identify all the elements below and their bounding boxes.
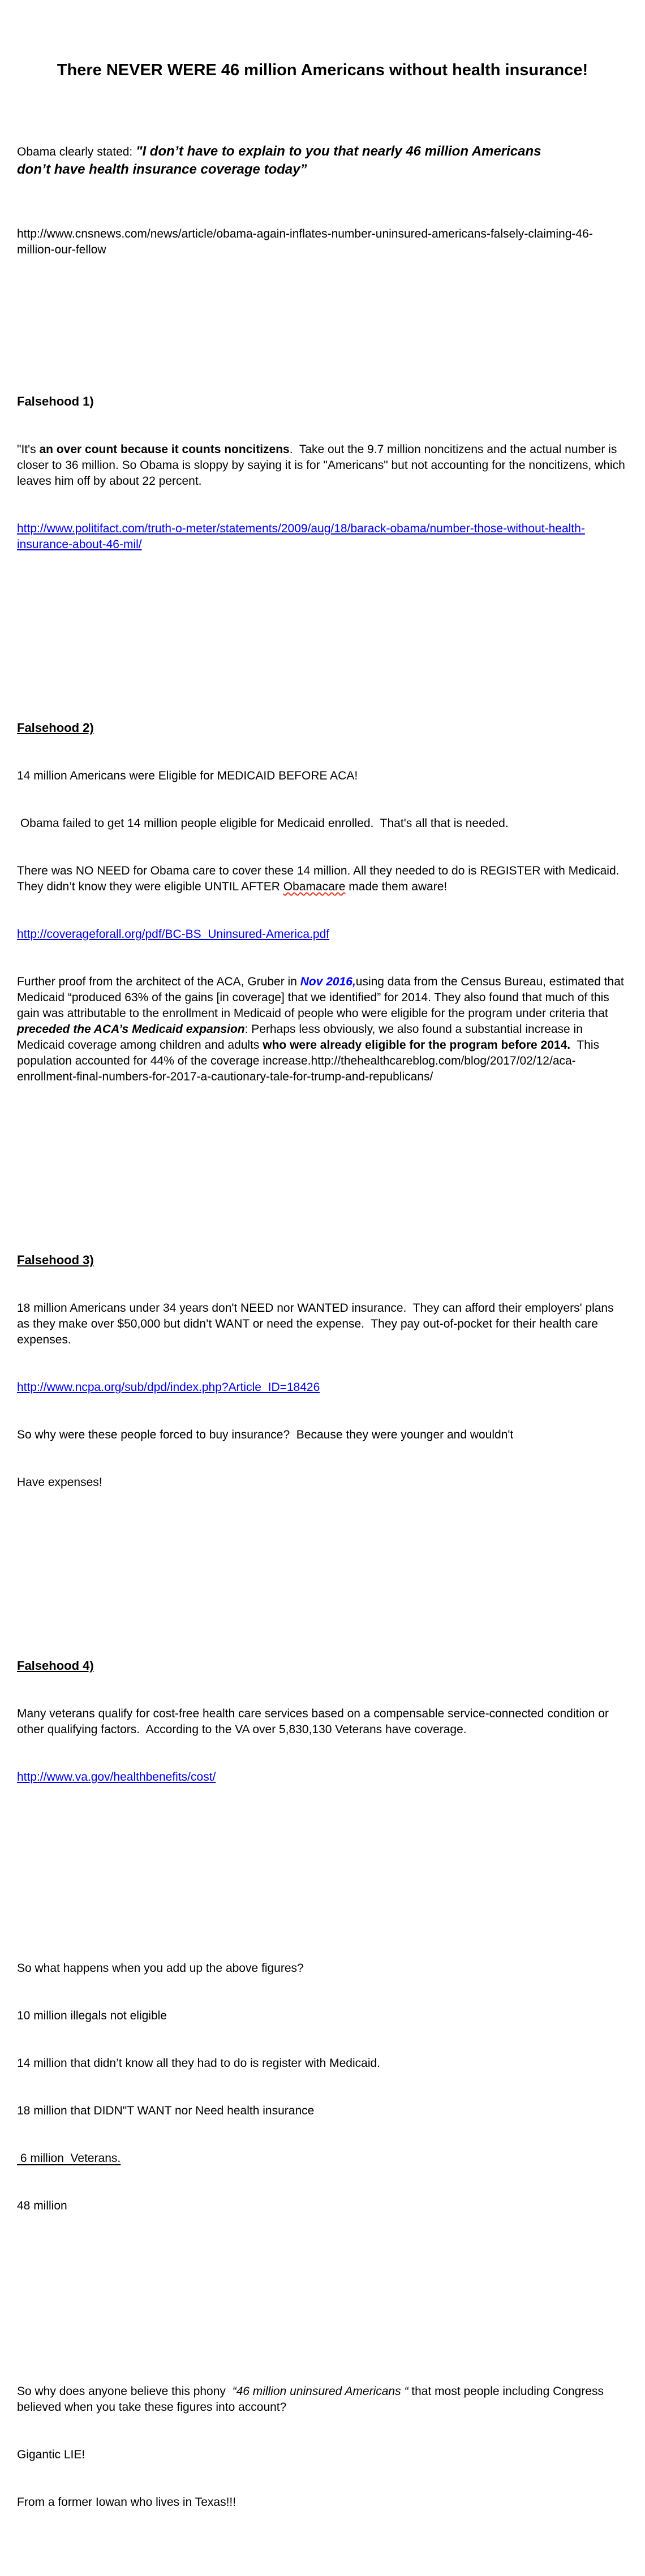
- falsehood-3-after-line-2: Have expenses!: [17, 1476, 102, 1489]
- spacer: [17, 632, 628, 641]
- falsehood-2-line-2: Obama failed to get 14 million people eligible for Medicaid enrolled. That's all that is needed.: [17, 817, 509, 830]
- conclusion-section: [17, 2352, 628, 2542]
- falsehood-2-line-3: [17, 863, 628, 895]
- falsehood-4-body: Many veterans qualify for cost-free health care services based on a compensable service-connected condition or other qualifying factors. According to the VA over 5,830,130 Veterans have coverage.: [17, 1707, 612, 1736]
- falsehood-1-body-rest: . Take out the 9.7 million noncitizens and the actual number is closer to 36 million. So Obama is sloppy by saying it is for "Americans" but not accounting for the noncitizens, which leaves him off by about 22 percent.: [17, 443, 629, 488]
- spacer: [17, 1864, 628, 1881]
- falsehood-2-line-3-end: made them aware!: [345, 880, 448, 893]
- conclusion-line-3: From a former Iowan who lives in Texas!!!: [17, 2496, 236, 2509]
- summary-item-4: [17, 2151, 628, 2166]
- intro-lead-text: Obama clearly stated:: [17, 145, 136, 158]
- obama-quote-line-2: don’t have health insurance coverage today”: [17, 162, 307, 177]
- coverageforall-link[interactable]: http://coverageforall.org/pdf/BC-BS_Uninsured-America.pdf: [17, 928, 330, 941]
- spacer: [17, 1570, 628, 1579]
- gruber-mid-1: using data from the Census Bureau, estimated that Medicaid “produced 63% of the gains [in coverage] that we identified” for 2014. They also found that much of this gain was attributable to the enrollment in Medicaid of people who were eligible for the program under criteria that: [17, 975, 627, 1020]
- falsehood-3-after-line-1: So why were these people forced to buy insurance? Because they were younger and wouldn't: [17, 1428, 514, 1441]
- conclusion-line-1: [17, 2384, 628, 2415]
- falsehood-1-section: [17, 362, 628, 584]
- gruber-bold-italic: preceded the ACA’s Medicaid expansion: [17, 1023, 245, 1036]
- falsehood-3-section: [17, 1221, 628, 1522]
- falsehood-1-body: [17, 442, 628, 489]
- falsehood-2-line-1: 14 million Americans were Eligible for MEDICAID BEFORE ACA!: [17, 769, 358, 782]
- summary-section: [17, 1929, 628, 2246]
- summary-total: 48 million: [17, 2199, 67, 2212]
- gruber-paragraph: [17, 974, 628, 1085]
- cnsnews-url-text: http://www.cnsnews.com/news/article/obama-again-inflates-number-uninsured-americans-falsely-claiming-46-million-our-fellow: [17, 227, 593, 256]
- falsehood-3-body: 18 million Americans under 34 years don't NEED nor WANTED insurance. They can afford their employers' plans as they make over $50,000 but didn’t WANT or need the expense. They pay out-of-pocket for their health care expenses.: [17, 1302, 617, 1346]
- gruber-start: Further proof from the architect of the ACA, Gruber in: [17, 975, 300, 988]
- page-title: There NEVER WERE 46 million Americans without health insurance!: [57, 61, 588, 79]
- falsehood-1-body-bold: an over count because it counts noncitizens: [39, 443, 290, 456]
- gruber-end: This population accounted for 44% of the coverage increase.http://thehealthcareblog.com/blog/2017/02/12/aca-enrollment-final-numbers-for-2017-a-cautionary-tale-for-trump-and-republicans/: [17, 1039, 603, 1083]
- spacer: [17, 1164, 628, 1173]
- ncpa-link[interactable]: http://www.ncpa.org/sub/dpd/index.php?Article_ID=18426: [17, 1381, 320, 1394]
- spacer: [17, 2293, 628, 2304]
- falsehood-1-body-start: "It's: [17, 443, 40, 456]
- intro-paragraph: [17, 143, 628, 179]
- falsehood-2-heading: Falsehood 2): [17, 721, 94, 735]
- summary-item-1: 10 million illegals not eligible: [17, 2009, 167, 2022]
- summary-intro: So what happens when you add up the above figures?: [17, 1962, 304, 1975]
- conclusion-quote: “46 million uninsured Americans “: [232, 2385, 408, 2398]
- conclusion-line-2: Gigantic LIE!: [17, 2448, 85, 2461]
- summary-underlined-item: 6 million Veterans.: [17, 2152, 121, 2165]
- summary-item-3: 18 million that DIDN"T WANT nor Need health insurance: [17, 2104, 315, 2117]
- falsehood-2-section: [17, 688, 628, 1117]
- gruber-mid-2: : Perhaps less obviously, we also found a substantial increase in Medicaid coverage among children and adults: [17, 1023, 586, 1052]
- obama-quote-line-1: "I don’t have to explain to you that nearly 46 million Americans: [136, 144, 541, 159]
- falsehood-4-heading: Falsehood 4): [17, 1659, 94, 1673]
- falsehood-4-section: [17, 1626, 628, 1817]
- spacer: [17, 305, 628, 315]
- va-link[interactable]: http://www.va.gov/healthbenefits/cost/: [17, 1771, 216, 1784]
- falsehood-3-heading: Falsehood 3): [17, 1253, 94, 1267]
- conclusion-line-1-end: that most people including Congress believed when you take these figures into account?: [17, 2385, 607, 2414]
- obamacare-misspelling: Obamacare: [283, 880, 346, 893]
- conclusion-line-1-start: So why does anyone believe this phony: [17, 2385, 233, 2398]
- summary-item-2: 14 million that didn’t know all they had to do is register with Medicaid.: [17, 2057, 380, 2070]
- politifact-link[interactable]: http://www.politifact.com/truth-o-meter/statements/2009/aug/18/barack-obama/number-those-without-health-insurance-about-46-mil/: [17, 522, 585, 551]
- falsehood-1-heading: Falsehood 1): [17, 394, 94, 408]
- gruber-date-highlight: Nov 2016,: [300, 975, 356, 988]
- falsehood-2-line-3-start: There was NO NEED for Obama care to cover these 14 million. All they needed to do is REGISTER with Medicaid. They didn’t know they were eligible UNTIL AFTER: [17, 864, 626, 893]
- gruber-bold: who were already eligible for the program before 2014.: [263, 1039, 571, 1052]
